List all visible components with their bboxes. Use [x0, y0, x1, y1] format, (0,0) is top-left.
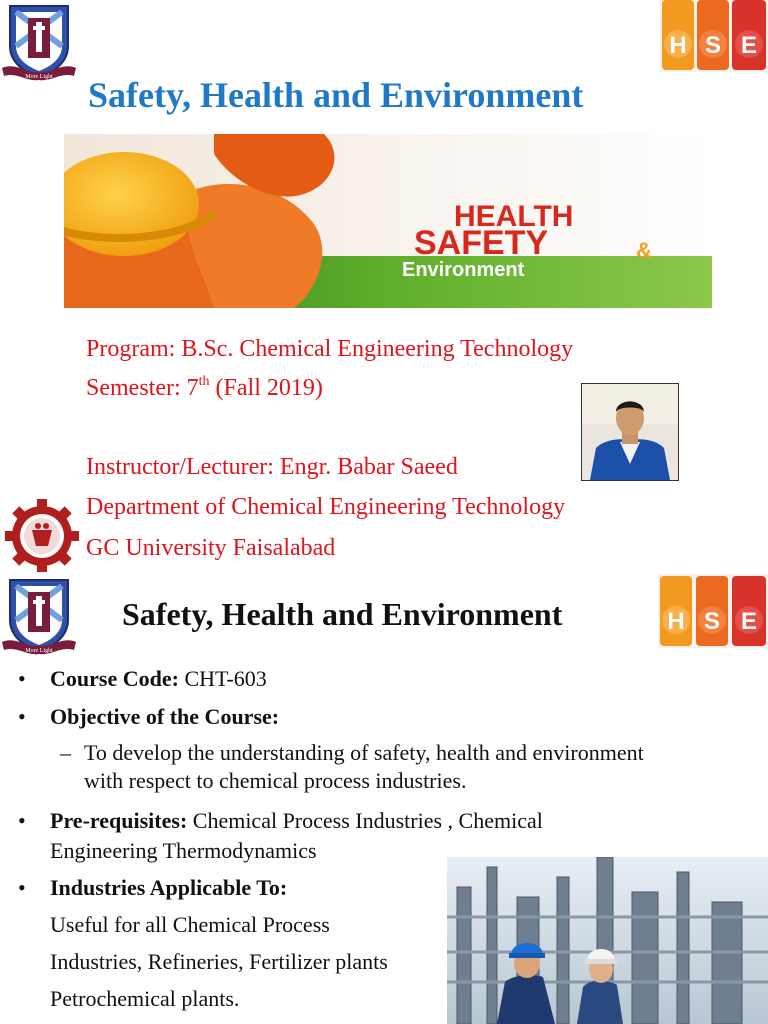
svg-text:E: E	[740, 32, 758, 59]
industries-label: Industries Applicable To:	[50, 875, 288, 900]
slide-title: Safety, Health and Environment	[88, 75, 584, 115]
semester-text	[86, 376, 323, 400]
prereq-value: Chemical Process Industries , Chemical	[187, 808, 543, 833]
prereq-line-1	[50, 808, 543, 834]
objective-line-2: with respect to chemical process industries.	[84, 768, 467, 793]
svg-text:More Light: More Light	[25, 74, 53, 80]
department-text: Department of Chemical Engineering Technology	[86, 494, 566, 520]
objective-label: Objective of the Course:	[50, 704, 280, 729]
program-text: Program: B.Sc. Chemical Engineering Technology	[86, 336, 574, 362]
university-crest-icon	[2, 576, 76, 656]
svg-text:E: E	[740, 608, 758, 635]
prereq-line-2: Engineering Thermodynamics	[50, 838, 317, 863]
instructor-photo	[581, 383, 679, 481]
svg-text:More Light: More Light	[25, 648, 53, 654]
svg-text:H: H	[669, 32, 687, 59]
instructor-text: Instructor/Lecturer: Engr. Babar Saeed	[86, 454, 458, 480]
bullet-icon: •	[18, 808, 26, 833]
bullet-icon: •	[18, 875, 26, 900]
svg-text:HEALTH: HEALTH	[454, 200, 574, 233]
bullet-icon: •	[18, 666, 26, 691]
hse-logo-icon	[660, 0, 768, 72]
industrial-plant-workers-photo	[447, 857, 768, 1024]
objective-line-1: To develop the understanding of safety, health and environment	[84, 740, 644, 765]
svg-text:SAFETY: SAFETY	[414, 224, 549, 262]
dash-icon: –	[60, 740, 71, 765]
industries-line-2: Industries, Refineries, Fertilizer plants	[50, 949, 388, 974]
health-safety-environment-banner	[64, 134, 712, 308]
course-info-slide	[0, 572, 768, 1024]
prereq-label: Pre-requisites:	[50, 808, 188, 833]
svg-text:S: S	[703, 608, 721, 635]
semester-prefix: Semester: 7	[86, 375, 199, 401]
department-gear-logo-icon	[4, 499, 80, 572]
university-text: GC University Faisalabad	[86, 535, 336, 561]
industries-line-3: Petrochemical plants.	[50, 986, 240, 1011]
bullet-icon: •	[18, 704, 26, 729]
svg-text:S: S	[704, 32, 722, 59]
course-code-line	[50, 666, 267, 692]
svg-text:&: &	[636, 238, 652, 263]
slide-title: Safety, Health and Environment	[122, 596, 563, 632]
semester-suffix: (Fall 2019)	[209, 375, 323, 401]
university-crest-icon	[2, 2, 76, 82]
hse-logo-icon	[658, 574, 768, 648]
semester-superscript: th	[198, 374, 210, 389]
course-code-value: CHT-603	[178, 666, 267, 691]
industries-line-1: Useful for all Chemical Process	[50, 912, 330, 937]
course-code-label: Course Code:	[50, 666, 179, 691]
svg-text:H: H	[667, 608, 685, 635]
svg-text:Environment: Environment	[402, 259, 525, 281]
